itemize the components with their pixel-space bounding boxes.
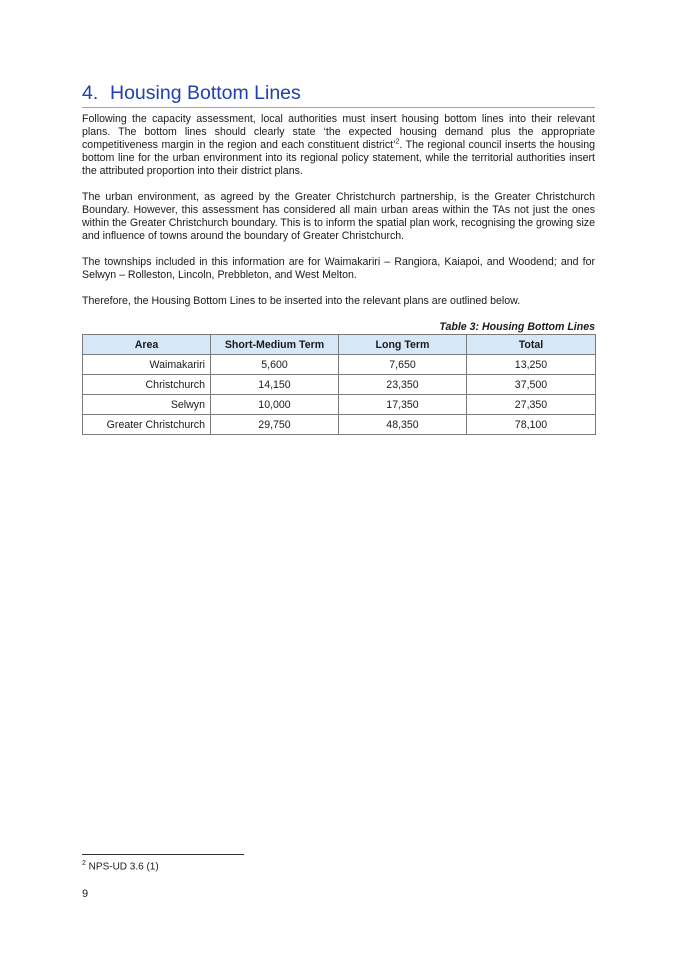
total-cell: 13,250	[467, 355, 596, 375]
area-cell: Christchurch	[83, 375, 211, 395]
total-cell: 78,100	[467, 415, 596, 435]
column-header: Long Term	[339, 335, 467, 355]
long-term-cell: 7,650	[339, 355, 467, 375]
footnote	[82, 860, 159, 872]
table-header-row	[83, 335, 596, 355]
table-row	[83, 415, 596, 435]
footnote-marker: 2	[82, 860, 86, 867]
short-medium-term-cell: 29,750	[211, 415, 339, 435]
table-row	[83, 355, 596, 375]
long-term-cell: 23,350	[339, 375, 467, 395]
footnote-reference: 2	[395, 138, 400, 146]
area-cell: Waimakariri	[83, 355, 211, 375]
long-term-cell: 48,350	[339, 415, 467, 435]
page-number: 9	[82, 888, 89, 900]
column-header: Total	[467, 335, 596, 355]
paragraph-1-text-a: Following the capacity assessment, local authorities must insert housing bottom lines into their relevant plans. The bottom lines should clearly state ‘the expected housing demand plus the appropriate competitiveness margin in the region and each constituent district’	[82, 113, 595, 151]
area-cell: Greater Christchurch	[83, 415, 211, 435]
column-header: Area	[83, 335, 211, 355]
total-cell: 37,500	[467, 375, 596, 395]
column-header: Short-Medium Term	[211, 335, 339, 355]
footnote-divider	[82, 854, 244, 855]
short-medium-term-cell: 5,600	[211, 355, 339, 375]
table-row	[83, 395, 596, 415]
paragraph-2: The urban environment, as agreed by the Greater Christchurch partnership, is the Greater Christchurch Boundary. However, this assessment has considered all main urban areas within the TAs not just the ones within the Greater Christchurch boundary. This is to inform the spatial plan work, recognising the growing size and influence of towns around the boundary of Greater Christchurch.	[82, 191, 595, 242]
section-title: Housing Bottom Lines	[110, 82, 301, 104]
section-heading	[82, 82, 595, 108]
table-row	[83, 375, 596, 395]
short-medium-term-cell: 10,000	[211, 395, 339, 415]
paragraph-3: The townships included in this information are for Waimakariri – Rangiora, Kaiapoi, and Woodend; and for Selwyn – Rolleston, Lincoln, Prebbleton, and West Melton.	[82, 256, 595, 281]
long-term-cell: 17,350	[339, 395, 467, 415]
housing-bottom-lines-table	[82, 334, 596, 435]
paragraph-1	[82, 113, 595, 178]
footnote-text: NPS-UD 3.6 (1)	[85, 861, 159, 873]
paragraph-4: Therefore, the Housing Bottom Lines to be inserted into the relevant plans are outlined below.	[82, 295, 521, 307]
paragraph-1-text-b: . The regional council inserts the housing bottom line for the urban environment into its regional policy statement, while the territorial authorities insert the attributed proportion into their district plans.	[82, 139, 596, 177]
table-caption: Table 3: Housing Bottom Lines	[439, 321, 595, 333]
section-number: 4.	[82, 82, 99, 104]
total-cell: 27,350	[467, 395, 596, 415]
area-cell: Selwyn	[83, 395, 211, 415]
short-medium-term-cell: 14,150	[211, 375, 339, 395]
